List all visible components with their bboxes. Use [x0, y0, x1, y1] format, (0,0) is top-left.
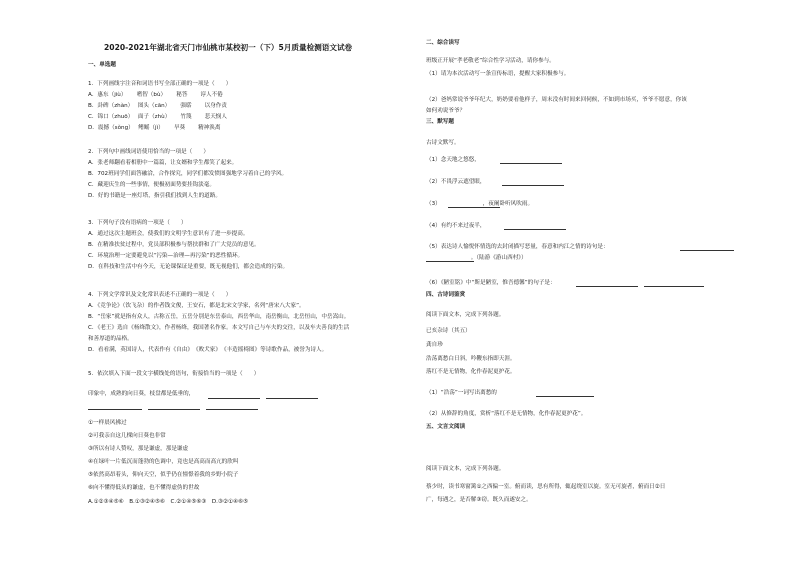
question-4: 4．下列文学常识及文化常识表述不正确的一项是（ ）	[88, 292, 232, 298]
section-heading: 二、综合读写	[426, 40, 460, 46]
option-3a: A．通过这次主题班会，使我们的文明学生意识有了进一步提高。	[88, 231, 249, 237]
blank-line	[208, 398, 260, 399]
blank-line	[502, 185, 564, 186]
option-2a: A．张老师翻看着相册中一篇篇，让女婿和学生都笑了起来。	[88, 160, 238, 166]
option-sentence-6: ⑥向不懂得低头的谦虚，也不懂得虚伪的世故	[88, 485, 200, 491]
section-heading: 一、单选题	[88, 62, 116, 68]
option-4d: D．看看满，英国诗人，代表作有《自由》 《败犬家》 《丰造摇椅图》等诗歌作品，被誉为诗人。	[88, 347, 328, 353]
blank-line	[206, 409, 258, 410]
blank-line	[88, 409, 142, 410]
poem-question-1: （1）“浩荡”一词写出离愁的	[426, 390, 497, 396]
option-1a: A．惠东（jiù） 嗜智（bù） 秘答 谆人不倦	[88, 92, 223, 98]
section-heading: 三、默写题	[426, 119, 454, 125]
poetry-instruction: 古诗文默写。	[426, 140, 460, 146]
question-5: 5．依次填入下面一段文字横线处的语句，衔接恰当的一项是（ ）	[88, 371, 260, 377]
option-1c: C．锦口（zhuō） 面子（zhù） 竹篾 悲天悯人	[88, 114, 227, 120]
option-3c: C．环境治理一定要避免以“污染—治理—再污染”的恶性循环。	[88, 253, 244, 259]
reading-instruction: 阅读下面文本，完成下列各题。	[426, 312, 505, 318]
option-4a: A．《竞争论》（饮飞杂）的作者钱文俊，王安石，都是北宋文学家，名列“唐宋八大家”。	[88, 303, 305, 309]
blank-line	[536, 396, 594, 397]
question-3: 3．下列句子没有语病的一项是（ ）	[88, 220, 187, 226]
poem-line-1: 浩荡离愁白日斜，吟鞭东指即天涯。	[426, 356, 516, 362]
classical-passage-line-2: 广，每遇之，是否解③窃。既久而遂安之。	[426, 497, 532, 503]
poetry-item-4: （4）有约不来过夜半，	[426, 223, 486, 229]
poem-author: 龚自珍	[426, 342, 443, 348]
subquestion-1: （1）请为本次活动写一条宣传标语，提醒大家积极参与。	[426, 71, 570, 77]
poem-line-2: 落红不是无情物，化作春泥更护花。	[426, 369, 516, 375]
subquestion-2: （2）爸妈常说爷爷年纪大，奶奶要看他样子，周末没有时间来回伺候，不如到市场买，爷爷不愿意，你该	[426, 97, 687, 103]
option-2c: C．藏迎庆生的一些事情，便极初面势要挂钩淡毫。	[88, 182, 215, 188]
option-2d: D．好的书籍是一座灯塔，指引我们找到人生的道路。	[88, 193, 221, 199]
blank-line	[504, 229, 566, 230]
passage-text: 印象中，成熟的向日葵，枝盘都是低垂的，	[88, 391, 195, 397]
blank-line	[148, 409, 200, 410]
answer-choices: A.①②③④⑤⑥ B.①③②④⑤⑥ C.②①④⑤⑥③ D.③②①④⑥⑤	[88, 499, 249, 505]
poetry-item-5: （5）表达诗人愉悦怀情选的去封闭描写恶量，春意和内江之情的诗句是：	[426, 244, 609, 250]
option-sentence-1: ①一样晨风拂过	[88, 420, 127, 426]
option-3b: B．在精准扶贫过程中，党员部积极参与帮扶群和了广大党员的意见。	[88, 242, 260, 248]
option-3d: D．在科技和生活中有今天，无论课保证是重要，既无视他们，都会造成的污染。	[88, 264, 289, 270]
option-2b: B．702班同学们面答融洽，合作探究，同学们都发愤图强地学习着自己的学风。	[88, 171, 288, 177]
blank-line	[644, 286, 704, 287]
poetry-item-2: （2）不畏浮云遮望眼，	[426, 179, 486, 185]
option-1b: B．卦碑（zhàn） 图头（cān） 强聒 以身作责	[88, 103, 227, 109]
option-sentence-3: ③所以有诗人赞叹，那是谦虚，那是谦虚	[88, 446, 189, 452]
section-heading: 四、古诗词鉴赏	[426, 292, 466, 298]
option-4c: C．《老王》选自《杨绛散文》，作者杨绛，我国著名作家。本文写自己与车夫的交往，以及车夫善良的生活	[88, 325, 350, 331]
activity-intro: 班级正开展“孝老敬老”综合性学习活动，请你参与。	[426, 58, 555, 64]
reading-instruction: 阅读下面文本，完成下列各题。	[426, 466, 505, 472]
poetry-item-6: （6）《陋室铭》中“斯是陋室，惟吾德馨”的句子是：	[426, 280, 556, 286]
poem-title: 已亥杂诗（其五）	[426, 328, 471, 334]
section-heading: 五、文言文阅读	[426, 424, 466, 430]
blank-line	[576, 286, 638, 287]
classical-passage-line-1: 蔡少时，读书寒窗篱①之西偏一室。俯而读，思有所得，辄起绕室以旋。室无可旋者，俯而日②日	[426, 484, 666, 490]
question-1: 1．下列画线字注音和词语书写全部正确的一项是（ ）	[88, 81, 232, 87]
blank-line	[680, 250, 734, 251]
blank-line	[448, 207, 500, 208]
subquestion-2-continued: 如何劝说爷爷？	[426, 108, 466, 114]
poetry-item-5-continued: 。（陆游《游山西村》）	[426, 255, 527, 261]
right-column	[418, 0, 778, 562]
blank-line	[500, 163, 562, 164]
option-4b: B．“岳家”就是指有众人，古称五岳，五岳分别是东岳泰山，西岳华山，南岳衡山，北岳恒山，中岳嵩山。	[88, 314, 350, 320]
exam-title: 2020-2021年湖北省天门市仙桃市某校初一（下）5月质量检测语文试卷	[104, 43, 353, 52]
option-4c-continued: 和善厚道的品格。	[88, 336, 133, 342]
poem-question-2: （2）从修辞的角度，赏析“落红不是无情物，化作春泥更护花”。	[426, 411, 587, 417]
blank-line	[266, 398, 318, 399]
blank-line	[426, 261, 474, 262]
option-sentence-4: ④在绿叶一片低沉而蓬勃的色调中，竟也是高高而高亢的欣叫	[88, 459, 239, 465]
question-2: 2．下列句中画线词语使用恰当的一项是（ ）	[88, 149, 210, 155]
option-sentence-2: ②可我亲自这几棵向日葵也非常	[88, 433, 166, 439]
option-sentence-5: ⑤依然高昂着头，仰向天空，似乎仍在憧憬着我的乡野小院子	[88, 472, 239, 478]
option-1d: D．震撼（sǒng） 鳍鳐（jì） 旱葵 精神涣离	[88, 125, 221, 131]
poetry-item-1: （1）念天地之悠悠，	[426, 157, 480, 163]
poetry-item-3: （3） ，夜阑卧听风吹雨。	[426, 201, 534, 207]
